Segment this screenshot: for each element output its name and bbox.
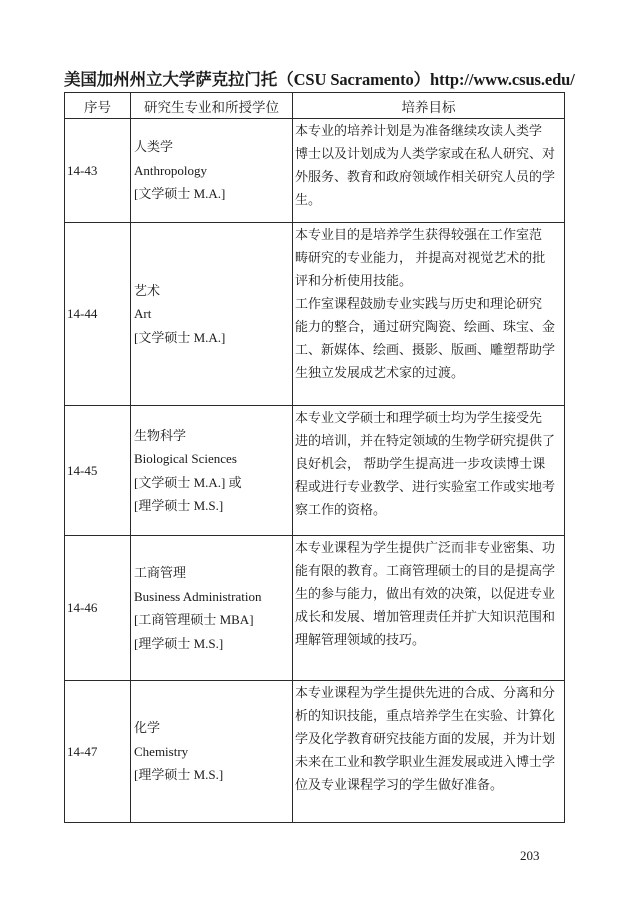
goal-line: 博士以及计划成为人类学家或在私人研究、对 xyxy=(295,146,556,161)
program-goal xyxy=(293,681,565,823)
major-line: 化学 xyxy=(134,720,161,736)
major-line: Anthropology xyxy=(134,162,207,178)
program-id: 14-45 xyxy=(65,406,131,536)
page-title: 美国加州州立大学萨克拉门托（CSU Sacramento）http://www.csus.edu/ xyxy=(64,70,575,89)
program-id: 14-47 xyxy=(65,681,131,823)
program-id: 14-43 xyxy=(65,119,131,223)
goal-line: 能有限的教育。工商管理硕士的目的是提高学 xyxy=(295,563,556,578)
goal-line: 程或进行专业教学、进行实验室工作或实地考 xyxy=(295,479,556,494)
major-line: [理学硕士 M.S.] xyxy=(134,767,224,783)
goal-line: 评和分析使用技能。 xyxy=(295,273,413,288)
goal-line: 理解管理领域的技巧。 xyxy=(295,632,426,647)
goal-line: 进的培训，并在特定领域的生物学研究提供了 xyxy=(295,433,556,448)
major-line: Business Administration xyxy=(134,588,262,604)
table-row xyxy=(65,536,565,681)
program-major xyxy=(131,681,293,823)
goal-line: 工作室课程鼓励专业实践与历史和理论研究 xyxy=(295,296,543,311)
major-line: 工商管理 xyxy=(134,565,187,580)
goal-line: 畴研究的专业能力， 并提高对视觉艺术的批 xyxy=(295,250,546,265)
program-id: 14-44 xyxy=(65,223,131,406)
major-line: 艺术 xyxy=(134,282,161,298)
program-major xyxy=(131,536,293,681)
goal-line: 工、新媒体、绘画、摄影、版画、雕塑帮助学 xyxy=(295,342,556,357)
major-line: Biological Sciences xyxy=(134,451,237,466)
major-line: Chemistry xyxy=(134,743,189,759)
goal-line: 能力的整合，通过研究陶瓷、绘画、珠宝、金 xyxy=(295,319,556,334)
goal-line: 位及专业课程学习的学生做好准备。 xyxy=(295,777,504,792)
program-table xyxy=(64,92,565,823)
major-line: Art xyxy=(134,306,152,322)
page-number: 203 xyxy=(520,848,540,863)
major-line: 生物科学 xyxy=(134,427,187,443)
major-line: [理学硕士 M.S.] xyxy=(134,635,224,651)
program-id: 14-46 xyxy=(65,536,131,681)
program-major xyxy=(131,406,293,536)
program-goal xyxy=(293,406,565,536)
goal-line: 察工作的资格。 xyxy=(295,502,387,517)
program-goal xyxy=(293,119,565,223)
goal-line: 本专业课程为学生提供先进的合成、分离和分 xyxy=(295,685,556,700)
goal-line: 本专业课程为学生提供广泛而非专业密集、功 xyxy=(295,540,556,555)
goal-line: 本专业目的是培养学生获得较强在工作室范 xyxy=(295,227,543,242)
goal-line: 本专业文学硕士和理学硕士均为学生接受先 xyxy=(295,410,543,425)
major-line: [文学硕士 M.A.] xyxy=(134,186,226,202)
column-header-id: 序号 xyxy=(65,93,131,119)
major-line: [理学硕士 M.S.] xyxy=(134,498,224,513)
major-line: [文学硕士 M.A.] xyxy=(134,329,226,345)
table-row xyxy=(65,406,565,536)
goal-line: 良好机会， 帮助学生提高进一步攻读博士课 xyxy=(295,456,546,471)
major-line: [文学硕士 M.A.] 或 xyxy=(134,474,242,490)
table-row xyxy=(65,223,565,406)
column-header-major: 研究生专业和所授学位 xyxy=(131,93,293,119)
program-major xyxy=(131,119,293,223)
table-row xyxy=(65,119,565,223)
program-goal xyxy=(293,536,565,681)
goal-line: 生的参与能力，做出有效的决策，以促进专业 xyxy=(295,586,556,601)
table-row xyxy=(65,681,565,823)
program-goal xyxy=(293,223,565,406)
goal-line: 未来在工业和教学职业生涯发展或进入博士学 xyxy=(295,754,556,769)
major-line: [工商管理硕士 MBA] xyxy=(134,612,254,627)
column-header-goal: 培养目标 xyxy=(293,93,565,119)
major-line: 人类学 xyxy=(134,139,174,155)
goal-line: 成长和发展、增加管理责任并扩大知识范围和 xyxy=(295,609,556,624)
goal-line: 本专业的培养计划是为准备继续攻读人类学 xyxy=(295,123,543,138)
goal-line: 生。 xyxy=(295,192,322,207)
goal-line: 学及化学教育研究技能方面的发展，并为计划 xyxy=(295,731,556,746)
goal-line: 析的知识技能，重点培养学生在实验、计算化 xyxy=(295,708,556,723)
program-major xyxy=(131,223,293,406)
goal-line: 外服务、教育和政府领域作相关研究人员的学 xyxy=(295,169,556,184)
table-header-row xyxy=(65,93,565,119)
goal-line: 生独立发展成艺术家的过渡。 xyxy=(295,365,465,380)
